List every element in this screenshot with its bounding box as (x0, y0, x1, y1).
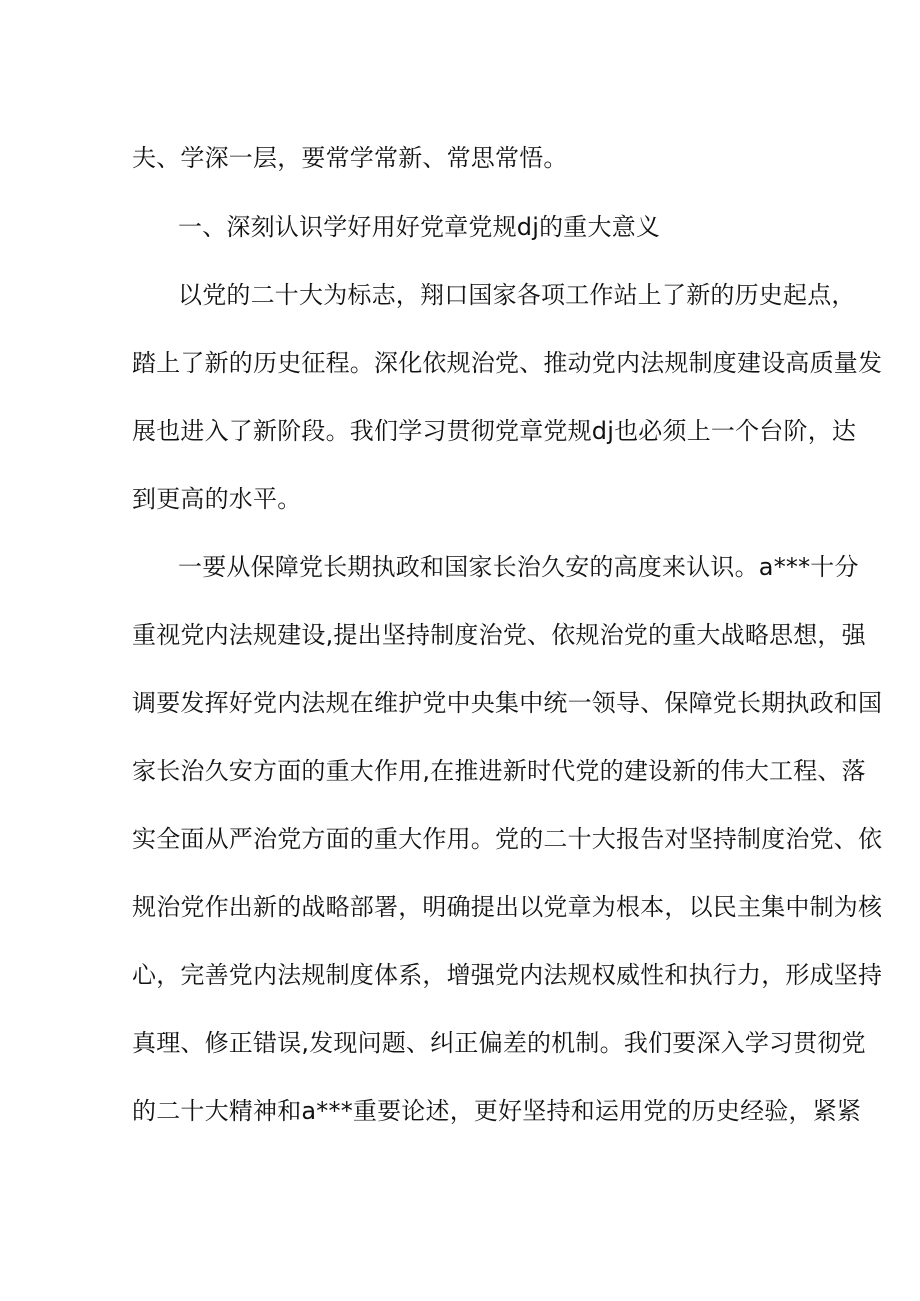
text-line: 心，完善党内法规制度体系，增强党内法规权威性和执行力，形成坚持 (132, 961, 883, 989)
text-line: 夫、学深一层，要常学常新、常思常悟。 (132, 144, 568, 172)
text-line: 踏上了新的历史征程。深化依规治党、推动党内法规制度建设高质量发 (132, 349, 883, 377)
text-line: 的二十大精神和a***重要论述，更好坚持和运用党的历史经验，紧紧 (132, 1097, 862, 1125)
text-line: 调要发挥好党内法规在维护党中央集中统一领导、保障党长期执政和国 (132, 689, 883, 717)
text-line: 展也进入了新阶段。我们学习贯彻党章党规dj也必须上一个台阶，达 (132, 417, 857, 445)
text-line: 规治党作出新的战略部署，明确提出以党章为根本，以民主集中制为核 (132, 893, 883, 921)
text-line: 家长治久安方面的重大作用,在推进新时代党的建设新的伟大工程、落 (132, 757, 866, 785)
text-line: 实全面从严治党方面的重大作用。党的二十大报告对坚持制度治党、依 (132, 825, 883, 853)
text-line: 一要从保障党长期执政和国家长治久安的高度来认识。a***十分 (178, 553, 859, 581)
text-line: 到更高的水平。 (132, 485, 302, 513)
text-line: 真理、修正错误,发现问题、纠正偏差的机制。我们要深入学习贯彻党 (132, 1029, 866, 1057)
text-line: 重视党内法规建设,提出坚持制度治党、依规治党的重大战略思想，强 (132, 621, 866, 649)
section-heading: 一、深刻认识学好用好党章党规dj的重大意义 (178, 213, 661, 241)
text-line: 以党的二十大为标志，翔口国家各项工作站上了新的历史起点， (178, 281, 856, 309)
